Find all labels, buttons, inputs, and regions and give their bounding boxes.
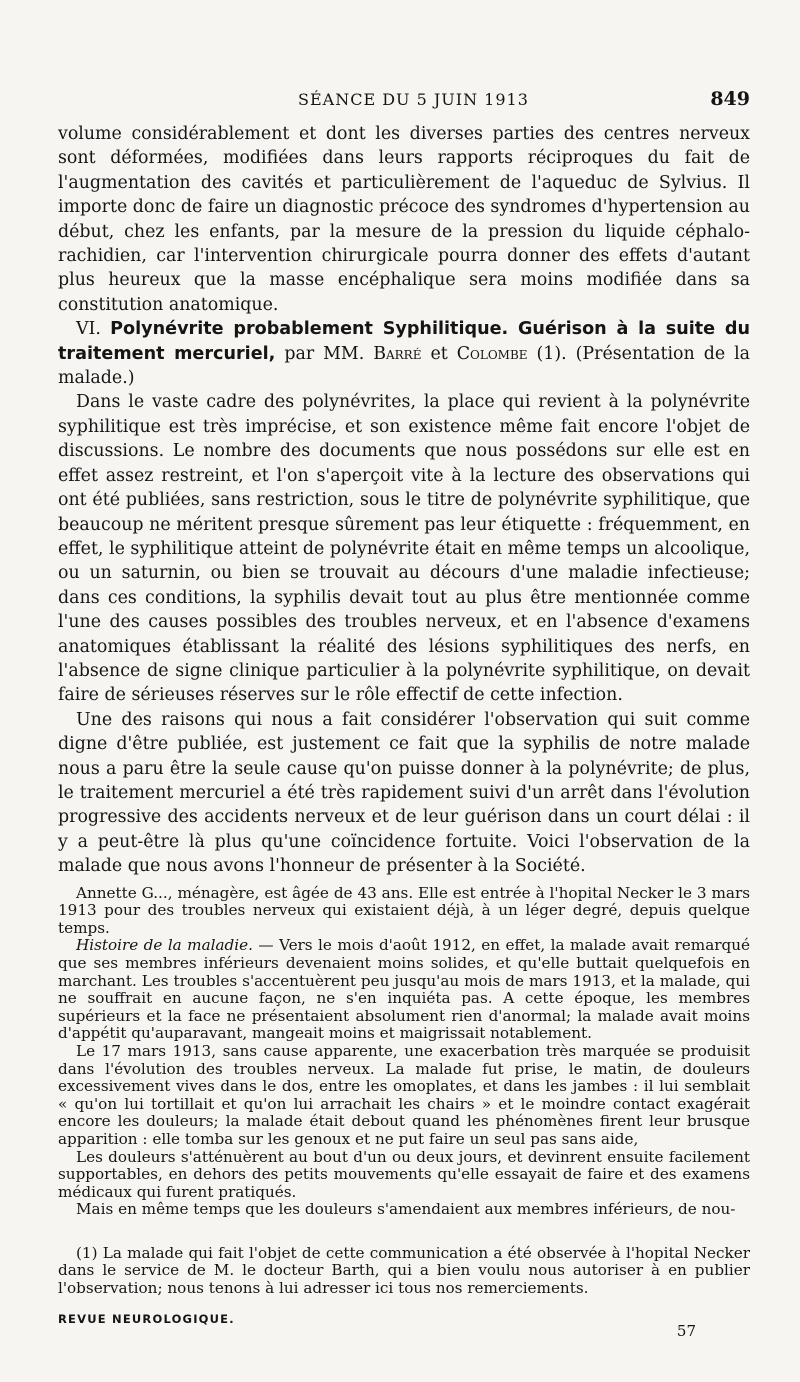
page-header xyxy=(58,88,750,122)
journal-signature: REVUE NEUROLOGIQUE. xyxy=(58,1312,235,1327)
page-footer xyxy=(58,1312,750,1342)
case-history xyxy=(58,937,750,1043)
case-paragraph: Mais en même temps que les douleurs s'amendaient aux membres inférieurs, de nou- xyxy=(76,1200,736,1219)
section-title: Polynévrite probablement Syphilitique. Guérison à la suite du traitement mercuriel, xyxy=(58,319,750,364)
page-number: 849 xyxy=(710,88,750,110)
section-number: VI. xyxy=(76,319,101,340)
presentation-note: (Présentation de la malade.) xyxy=(58,343,751,389)
page xyxy=(58,88,750,1342)
case-paragraph: Le 17 mars 1913, sans cause apparente, une exacerbation très marquée se produisit dans l'évolution des troubles nerveux. La malade fut prise, le matin, de douleurs excessivement vives dans le dos, entre les omoplates, et dans les jambes : il lui semblait « qu'on lui tortillait et qu'on lui arrachait les chairs » et le moindre contact exagérait encore les douleurs; la malade était debout quand les phénomènes firent leur brusque apparition : elle tomba sur les genoux et ne put faire un seul pas sans aide, xyxy=(58,1041,750,1148)
case-report xyxy=(58,885,750,1219)
author-conjunction: et xyxy=(430,343,448,364)
paragraph: volume considérablement et dont les diverses parties des centres nerveux sont déformées, modifiées dans leurs rapports réciproques du fait de l'augmentation des cavités et particulièrement de l'aqueduc de Sylvius. Il importe donc de faire un diagnostic précoce des syndromes d'hypertension au début, chez les enfants, par la mesure de la pression du liquide céphalo-rachidien, car l'intervention chirurgicale pourra donner des effets d'autant plus heureux que la masse encéphalique sera moins modifiée dans sa constitution anatomique. xyxy=(58,124,750,315)
signature-number: 57 xyxy=(676,1322,696,1341)
author-barre: Barré xyxy=(373,343,422,364)
case-paragraph: Les douleurs s'atténuèrent au bout d'un ou deux jours, et devinrent ensuite facilement supportables, en dehors des petits mouvements qu'elle essayait de faire et des examens médicaux qui furent pratiqués. xyxy=(58,1147,750,1201)
case-intro: Annette G..., ménagère, est âgée de 43 ans. Elle est entrée à l'hopital Necker le 3 mars 1913 pour des troubles nerveux qui existaient déjà, à un léger degré, depuis quelque temps. xyxy=(58,883,750,937)
footnote-reference: (1). xyxy=(536,343,567,364)
paragraph: Une des raisons qui nous a fait considérer l'observation qui suit comme digne d'être publiée, est justement ce fait que la syphilis de notre malade nous a paru être la seule cause qu'on puisse donner à la polynévrite; de plus, le traitement mercuriel a été très rapidement suivi d'un arrêt dans l'évolution progressive des accidents nerveux et de leur guérison dans un court délai : il y a peut-être là plus qu'une coïncidence fortuite. Voici l'observation de la malade que nous avons l'honneur de présenter à la Société. xyxy=(58,709,750,877)
paragraph: Dans le vaste cadre des polynévrites, la place qui revient à la polynévrite syphilitique est très imprécise, et son existence même fait encore l'objet de discussions. Le nombre des documents que nous possédons sur elle est en effet assez restreint, et l'on s'aperçoit vite à la lecture des observations qui ont été publiées, sans restriction, sous le titre de polynévrite syphilitique, que beaucoup ne méritent presque sûrement pas leur étiquette : fréquemment, en effet, le syphilitique atteint de polynévrite était en même temps un alcoolique, ou un saturnin, ou bien se trouvait au décours d'une maladie infectieuse; dans ces conditions, la syphilis devait tout au plus être mentionnée comme l'une des causes possibles des troubles nerveux, et en l'absence d'examens anatomiques établissant la réalité des lésions syphilitiques des nerfs, en l'absence de signe clinique particulier à la polynévrite syphilitique, on devait faire de sérieuses réserves sur le rôle effectif de cette infection. xyxy=(58,392,750,706)
author-colombe: Colombe xyxy=(456,343,528,364)
body-text xyxy=(58,122,750,879)
running-title: SÉANCE DU 5 JUIN 1913 xyxy=(298,90,529,109)
section-heading xyxy=(58,317,750,390)
footnote: (1) La malade qui fait l'objet de cette communication a été observée à l'hopital Necker dans le service de M. le docteur Barth, qui a bien voulu nous autoriser à en publier l'observation; nous tenons à lui adresser ici tous nos remerciements. xyxy=(58,1243,750,1297)
history-text: — Vers le mois d'août 1912, en effet, la malade avait remarqué que ses membres inférieurs devenaient moins solides, et qu'elle buttait quelquefois en marchant. Les troubles s'accentuèrent peu jusqu'au mois de mars 1913, et la malade, qui ne souffrait en aucune façon, ne s'en inquiéta pas. A cette époque, les membres supérieurs et la face ne présentaient absolument rien d'anormal; la malade avait moins d'appétit qu'auparavant, mangeait moins et maigrissait notablement. xyxy=(58,936,750,1043)
history-label: Histoire de la maladie. xyxy=(76,936,253,955)
authors-prefix: par MM. xyxy=(284,343,365,364)
